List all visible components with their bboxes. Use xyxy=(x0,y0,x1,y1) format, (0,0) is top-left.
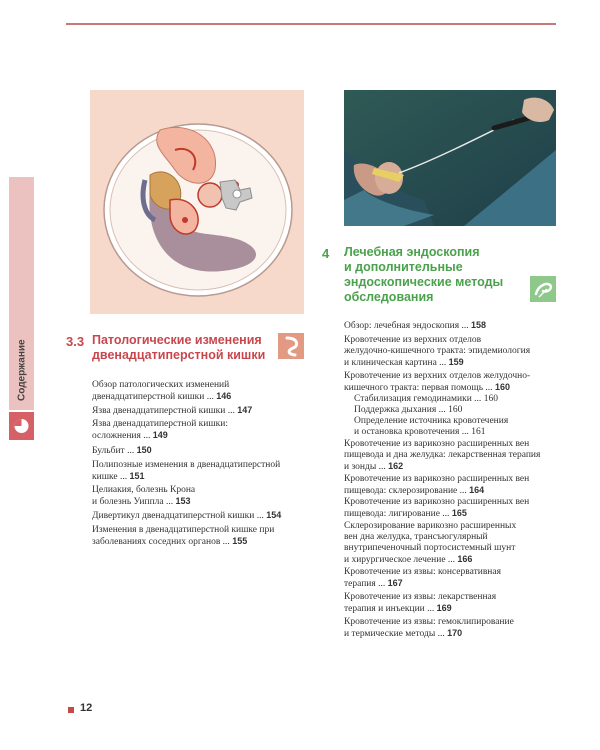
toc-entry-line: Кровотечение из верхних отделов желудочно- xyxy=(344,371,531,381)
toc-entry-line: двенадцатиперстной кишки ... xyxy=(92,392,214,402)
toc-page-number: 162 xyxy=(388,461,404,471)
pie-segment-icon xyxy=(9,412,34,440)
toc-page-number: 155 xyxy=(232,536,248,546)
toc-page-number: 158 xyxy=(471,320,487,330)
toc-entry[interactable] xyxy=(92,445,152,457)
toc-page-number: 169 xyxy=(436,603,452,613)
toc-entry-line: кишке ... xyxy=(92,472,128,482)
toc-entry[interactable] xyxy=(344,320,486,332)
toc-page-number: 166 xyxy=(457,554,473,564)
toc-entry[interactable] xyxy=(92,485,195,508)
toc-entry-line: терапия и инъекции ... xyxy=(344,604,435,614)
toc-entry-line: Язва двенадцатиперстной кишки ... xyxy=(92,406,235,416)
toc-entry[interactable] xyxy=(92,525,274,548)
toc-entry-line: Кровотечение из язвы: гемоклипирование xyxy=(344,617,514,627)
toc-entry-line: Целиакия, болезнь Крона xyxy=(92,485,196,495)
toc-entry-line: пищевода и дна желудка: лекарственная терапия xyxy=(344,450,541,460)
toc-entry[interactable] xyxy=(344,592,496,615)
chapter-3-3-number: 3.3 xyxy=(66,334,85,349)
toc-page-number: 146 xyxy=(216,391,232,401)
toc-entry-line: терапия ... xyxy=(344,579,386,589)
page-number: 12 xyxy=(80,702,93,714)
toc-entry[interactable] xyxy=(92,510,281,522)
toc-entry[interactable] xyxy=(92,419,228,442)
toc-entry-line: и хирургическое лечение ... xyxy=(344,555,456,565)
toc-entry[interactable] xyxy=(344,497,529,520)
toc-page-number: 147 xyxy=(237,405,253,415)
chapter-3-3-title-line: двенадцатиперстной кишки xyxy=(92,348,266,362)
toc-entry-line: осложнения ... xyxy=(92,431,151,441)
toc-entry-line: пищевода: склерозирование ... xyxy=(344,486,467,496)
endoscopy-photo xyxy=(344,90,556,226)
toc-page-number: 149 xyxy=(152,430,168,440)
chapter-3-3-title-line: Патологические изменения xyxy=(92,333,262,347)
toc-entry-line: Кровотечение из варикозно расширенных вен xyxy=(344,439,530,449)
toc-subentry[interactable] xyxy=(354,416,508,438)
toc-page-number: 160 xyxy=(483,394,498,404)
toc-entry-line: Дивертикул двенадцатиперстной кишки ... xyxy=(92,511,264,521)
toc-entry-line: Кровотечение из верхних отделов xyxy=(344,335,482,345)
therapeutic-endoscopy-icon xyxy=(530,276,556,302)
toc-entry-line: Кровотечение из варикозно расширенных вен xyxy=(344,497,530,507)
toc-page-number: 154 xyxy=(266,510,282,520)
toc-entry-line: и клиническая картина ... xyxy=(344,358,447,368)
toc-entry-line: внутрипеченочный портосистемный шунт xyxy=(344,543,516,553)
chapter-4-title-line: Лечебная эндоскопия xyxy=(344,245,480,259)
toc-page-number: 161 xyxy=(471,427,486,437)
toc-entry-line: кишечного тракта: первая помощь ... xyxy=(344,383,493,393)
toc-entry-line: Определение источника кровотечения xyxy=(354,416,509,426)
toc-entry[interactable] xyxy=(92,405,252,417)
toc-entry[interactable] xyxy=(344,521,516,566)
chapter-3-3-toc xyxy=(92,380,292,550)
toc-page-number: 164 xyxy=(469,485,485,495)
anatomy-illustration xyxy=(90,90,304,314)
toc-page-number: 167 xyxy=(387,578,403,588)
top-rule xyxy=(66,23,556,25)
toc-entry-line: пищевода: лигирование ... xyxy=(344,509,450,519)
toc-entry-line: Язва двенадцатиперстной кишки: xyxy=(92,419,229,429)
toc-entry-line: Полипозные изменения в двенадцатиперстной xyxy=(92,460,281,470)
toc-entry[interactable] xyxy=(92,380,231,403)
toc-entry[interactable] xyxy=(344,617,514,640)
toc-entry-line: и болезнь Уиппла ... xyxy=(92,497,174,507)
toc-subentry[interactable] xyxy=(354,394,498,405)
side-tab-label: Содержание xyxy=(16,339,28,401)
toc-page-number: 160 xyxy=(448,405,463,415)
toc-entry-line: Изменения в двенадцатиперстной кишке при xyxy=(92,525,275,535)
page-marker xyxy=(68,707,74,713)
toc-entry[interactable] xyxy=(344,371,530,394)
chapter-4-title-line: и дополнительные xyxy=(344,260,463,274)
toc-page-number: 150 xyxy=(136,445,152,455)
toc-entry[interactable] xyxy=(344,474,529,497)
toc-page-number: 170 xyxy=(447,628,463,638)
toc-entry[interactable] xyxy=(92,460,280,483)
chapter-4-title xyxy=(344,245,503,305)
toc-page-number: 159 xyxy=(448,357,464,367)
toc-entry-line: Поддержка дыхания ... xyxy=(354,405,446,415)
toc-entry-line: Стабилизация гемодинамики ... xyxy=(354,394,482,404)
chapter-3-3-title xyxy=(92,333,265,363)
toc-entry[interactable] xyxy=(344,335,530,369)
toc-entry-line: Обзор: лечебная эндоскопия ... xyxy=(344,321,469,331)
toc-entry-line: Кровотечение из язвы: консервативная xyxy=(344,567,501,577)
toc-entry-line: Обзор патологических изменений xyxy=(92,380,230,390)
toc-page-number: 165 xyxy=(451,508,467,518)
toc-entry[interactable] xyxy=(344,567,501,590)
toc-page-number: 160 xyxy=(494,382,510,392)
toc-entry-line: заболеваниях соседних органов ... xyxy=(92,537,230,547)
toc-entry-line: Кровотечение из язвы: лекарственная xyxy=(344,592,497,602)
toc-entry-line: и зонды ... xyxy=(344,462,386,472)
toc-subentry[interactable] xyxy=(354,405,462,416)
toc-entry-line: и остановка кровотечения ... xyxy=(354,427,469,437)
toc-entry-line: желудочно-кишечного тракта: эпидемиология xyxy=(344,346,531,356)
toc-page-number: 153 xyxy=(175,496,191,506)
toc-entry[interactable] xyxy=(344,439,540,473)
toc-entry-line: Склерозирование варикозно расширенных xyxy=(344,521,517,531)
duodenum-icon xyxy=(278,333,304,359)
toc-page-number: 151 xyxy=(129,471,145,481)
chapter-4-toc xyxy=(344,320,556,650)
toc-entry-line: Кровотечение из варикозно расширенных вен xyxy=(344,474,530,484)
chapter-4-number: 4 xyxy=(322,246,330,261)
toc-entry-line: вен дна желудка, трансъюгулярный xyxy=(344,532,488,542)
toc-entry-line: и термические методы ... xyxy=(344,629,445,639)
chapter-4-title-line: обследования xyxy=(344,290,434,304)
toc-entry-line: Бульбит ... xyxy=(92,446,135,456)
chapter-4-title-line: эндоскопические методы xyxy=(344,275,504,289)
